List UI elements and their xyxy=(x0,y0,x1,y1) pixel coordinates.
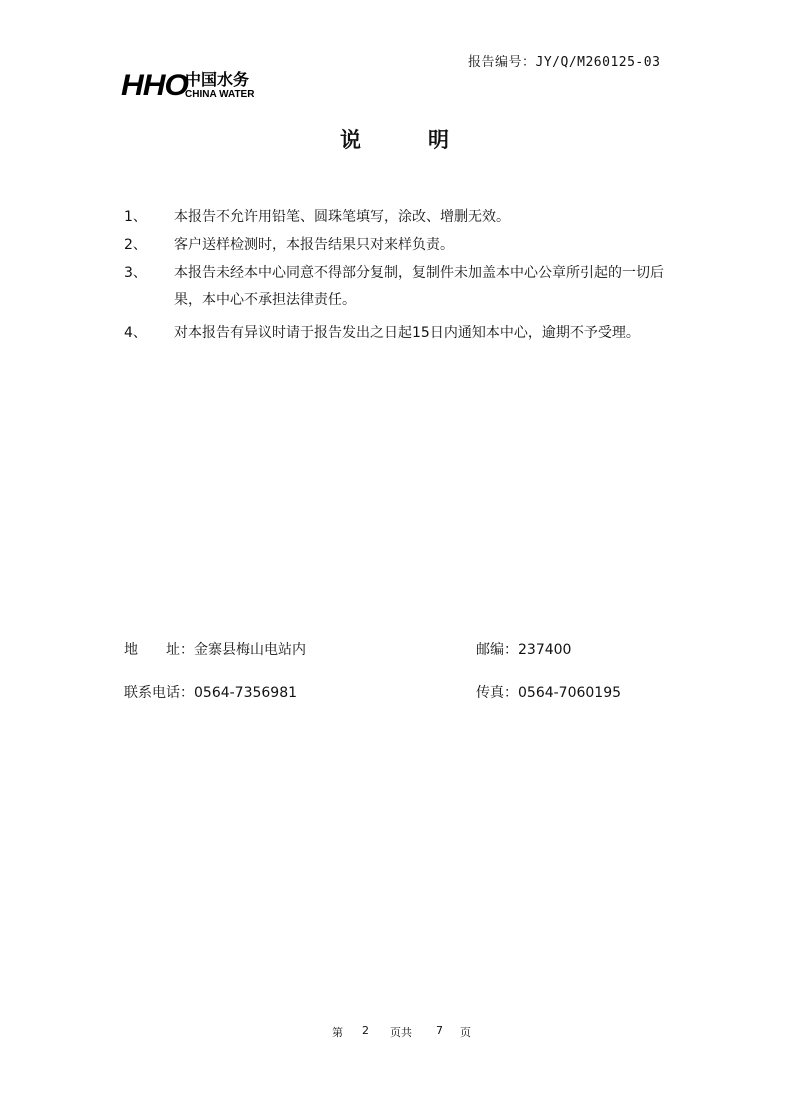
address-value: 金寨县梅山电站内 xyxy=(194,642,306,658)
postcode-line xyxy=(476,639,571,659)
report-number xyxy=(468,51,660,70)
address-label: 地 址： xyxy=(124,642,194,658)
title-char-2: 明 xyxy=(428,128,449,152)
postcode-value: 237400 xyxy=(518,642,572,658)
page-current: 2 xyxy=(362,1024,369,1037)
phone-value: 0564-7356981 xyxy=(194,685,298,701)
china-water-logo xyxy=(121,68,281,108)
note-text: 本报告未经本中心同意不得部分复制，复制件未加盖本中心公章所引起的一切后果，本中心不承担法律责任。 xyxy=(174,265,664,308)
report-number-label: 报告编号： xyxy=(468,55,536,70)
note-number: 3、 xyxy=(124,265,147,281)
note-text: 对本报告有异议时请于报告发出之日起15日内通知本中心，逾期不予受理。 xyxy=(174,325,640,341)
page-prefix: 第 xyxy=(332,1026,343,1039)
phone-line xyxy=(124,682,297,702)
page-mid: 页共 xyxy=(390,1026,412,1039)
fax-line xyxy=(476,682,621,702)
note-item xyxy=(124,260,674,314)
title-char-1: 说 xyxy=(340,128,361,152)
report-number-value: JY/Q/M260125-03 xyxy=(535,55,661,70)
note-number: 1、 xyxy=(124,209,147,225)
logo-mark: HHO xyxy=(121,69,188,102)
logo-chinese-text: 中国水务 xyxy=(185,70,250,89)
note-number: 4、 xyxy=(124,325,147,341)
note-item xyxy=(124,204,684,231)
notes-list xyxy=(124,204,684,347)
note-text: 本报告不允许用铅笔、圆珠笔填写，涂改、增删无效。 xyxy=(174,209,510,225)
note-item xyxy=(124,232,684,259)
page-suffix: 页 xyxy=(460,1026,471,1039)
logo-english-text: CHINA WATER xyxy=(185,89,255,100)
note-number: 2、 xyxy=(124,237,147,253)
postcode-label: 邮编： xyxy=(476,642,518,658)
fax-value: 0564-7060195 xyxy=(518,685,622,701)
address-line xyxy=(124,639,306,659)
phone-label: 联系电话： xyxy=(124,685,194,701)
note-text: 客户送样检测时，本报告结果只对来样负责。 xyxy=(174,237,454,253)
note-item xyxy=(124,320,674,347)
page-total: 7 xyxy=(436,1024,443,1037)
fax-label: 传真： xyxy=(476,685,518,701)
